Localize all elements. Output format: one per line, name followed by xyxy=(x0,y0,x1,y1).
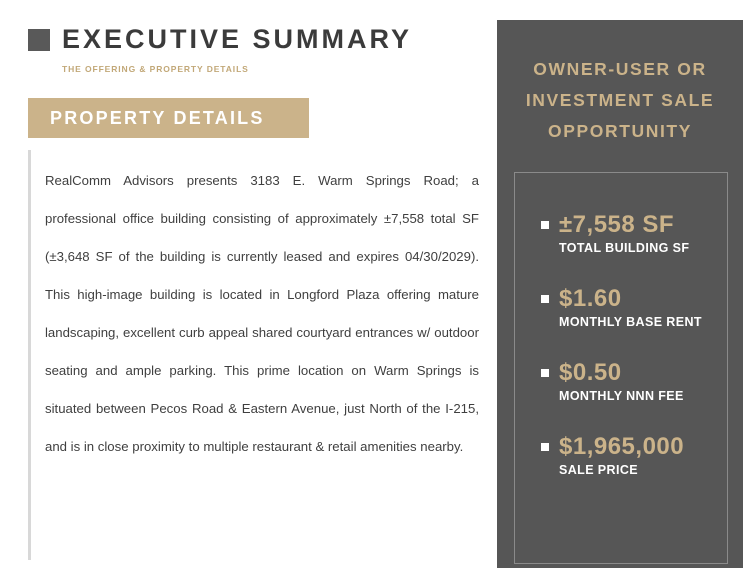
stat-item xyxy=(541,211,741,255)
square-bullet-icon xyxy=(541,295,549,303)
stat-value: $1.60 xyxy=(559,285,622,312)
page-title-row xyxy=(28,24,412,55)
opportunity-heading-line-2: INVESTMENT SALE xyxy=(525,90,715,110)
page-subtitle: THE OFFERING & PROPERTY DETAILS xyxy=(62,64,249,74)
stat-value: $0.50 xyxy=(559,359,622,386)
key-stats-box xyxy=(514,172,728,564)
opportunity-heading-line-3: OPPORTUNITY xyxy=(548,121,692,141)
key-stats-list xyxy=(541,211,741,477)
square-bullet-icon xyxy=(541,369,549,377)
property-details-banner-label: PROPERTY DETAILS xyxy=(50,107,265,128)
opportunity-heading-line-1: OWNER-USER OR xyxy=(533,59,707,79)
left-accent-bar xyxy=(28,150,31,560)
square-bullet-icon xyxy=(541,443,549,451)
stat-value: ±7,558 SF xyxy=(559,211,675,238)
opportunity-heading xyxy=(497,54,743,147)
stat-label: MONTHLY BASE RENT xyxy=(559,315,702,329)
stat-item xyxy=(541,359,741,403)
stat-item xyxy=(541,285,741,329)
property-details-banner xyxy=(28,98,309,138)
property-description-text: RealComm Advisors presents 3183 E. Warm Springs Road; a professional office building consisting of approximately ±7,558 total SF (±3,648 SF of the building is currently leased and expires 04/30/2029). This high-image building is located in Longford Plaza offering mature landscaping, excellent curb appeal shared courtyard entrances w/ outdoor seating and ample parking. This prime location on Warm Springs is situated between Pecos Road & Eastern Avenue, just North of the I-215, and is in close proximity to multiple restaurant & retail amenities nearby. xyxy=(45,173,479,454)
right-panel xyxy=(497,20,743,568)
page-title: EXECUTIVE SUMMARY xyxy=(62,24,413,54)
stat-item xyxy=(541,433,741,477)
stat-label: MONTHLY NNN FEE xyxy=(559,389,684,403)
title-square-icon xyxy=(28,29,50,51)
square-bullet-icon xyxy=(541,221,549,229)
stat-value: $1,965,000 xyxy=(559,433,685,460)
stat-label: SALE PRICE xyxy=(559,463,639,477)
stat-label: TOTAL BUILDING SF xyxy=(559,241,690,255)
